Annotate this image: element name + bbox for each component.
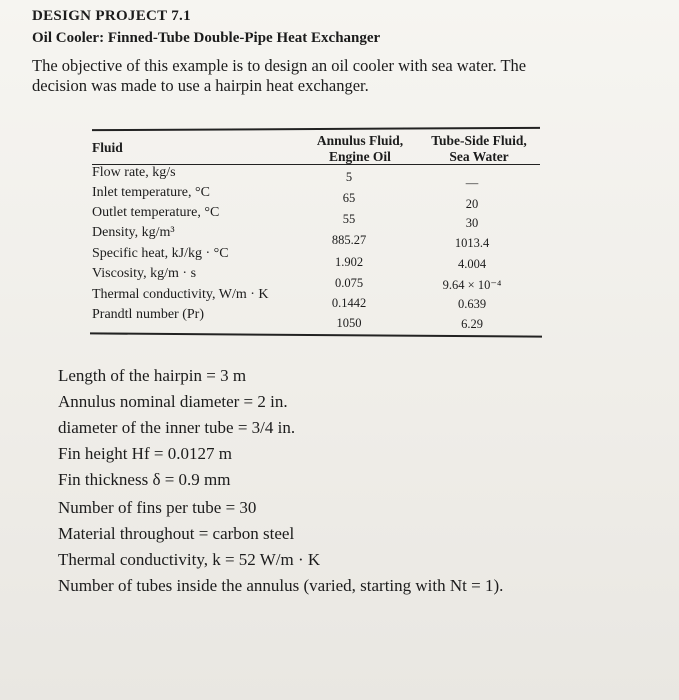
project-subtitle: Oil Cooler: Finned-Tube Double-Pipe Heat Exchanger [32,30,381,46]
spec-number-of-tubes: Number of tubes inside the annulus (varied, starting with Nt = 1). [58,576,504,595]
row-value-tube: 30 [465,216,479,230]
header-tube [424,133,534,165]
row-value-tube: 6.29 [461,317,483,331]
project-title: DESIGN PROJECT 7.1 [32,8,191,24]
row-value-annulus: 55 [342,212,356,226]
table-bottom-rule [90,332,542,337]
row-value-annulus: 0.075 [334,276,364,290]
spec-annulus-diameter: Annulus nominal diameter = 2 in. [58,392,288,411]
row-value-annulus: 1050 [336,316,362,330]
row-label-thermal-conductivity: Thermal conductivity, W/m · K [92,287,269,302]
header-tube-line2: Sea Water [449,149,509,164]
row-value-tube: 1013.4 [454,236,490,250]
row-label-outlet-temp: Outlet temperature, °C [92,205,220,220]
header-annulus-line1: Annulus Fluid, [316,133,404,148]
row-label-density: Density, kg/m³ [92,225,175,240]
intro-line-2: decision was made to use a hairpin heat exchanger. [32,76,369,95]
row-value-tube: — [465,176,479,190]
row-label-prandtl: Prandtl number (Pr) [92,307,204,322]
row-value-annulus: 885.27 [331,233,367,247]
row-label-flow-rate: Flow rate, kg/s [92,165,176,180]
header-annulus-line2: Engine Oil [329,149,391,164]
table-top-rule [92,127,540,131]
row-label-specific-heat: Specific heat, kJ/kg · °C [92,246,229,261]
spec-thermal-conductivity: Thermal conductivity, k = 52 W/m · K [58,550,321,569]
row-value-annulus: 0.1442 [331,296,367,310]
row-value-tube: 4.004 [457,257,487,271]
row-value-tube: 20 [465,197,479,211]
row-value-annulus: 5 [345,170,353,184]
header-fluid: Fluid [92,140,123,155]
row-label-viscosity: Viscosity, kg/m · s [92,266,197,281]
spec-fins-per-tube: Number of fins per tube = 30 [58,498,257,517]
row-value-annulus: 65 [342,191,356,205]
row-value-annulus: 1.902 [334,255,364,269]
header-tube-line1: Tube-Side Fluid, [431,133,527,148]
row-value-tube: 9.64 × 10⁻⁴ [442,278,502,292]
spec-material: Material throughout = carbon steel [58,524,295,543]
spec-fin-thickness: Fin thickness δ = 0.9 mm [58,470,231,489]
row-label-inlet-temp: Inlet temperature, °C [92,185,210,200]
spec-fin-height: Fin height Hf = 0.0127 m [58,444,232,463]
row-value-tube: 0.639 [457,297,487,311]
spec-inner-tube-diameter: diameter of the inner tube = 3/4 in. [58,418,296,437]
header-annulus [312,133,408,165]
intro-line-1: The objective of this example is to design an oil cooler with sea water. The [32,56,527,75]
spec-hairpin-length: Length of the hairpin = 3 m [58,366,247,385]
